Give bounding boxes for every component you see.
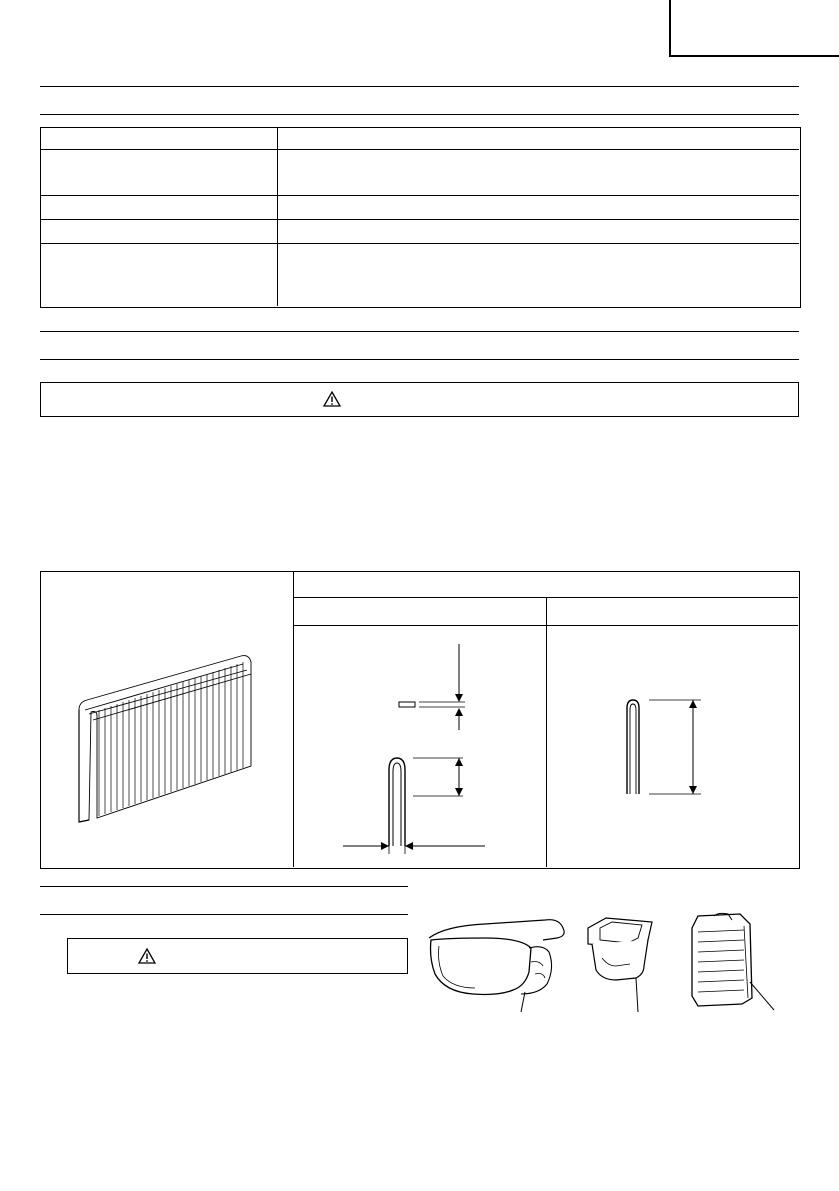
staple-strip <box>75 650 275 840</box>
section-rule-bottom <box>40 359 799 360</box>
staple-table-divider <box>293 572 294 867</box>
nose-cap <box>582 914 662 1014</box>
accessories-warning-box <box>67 938 408 974</box>
section-rule-bottom <box>40 114 799 115</box>
section-rule-bottom <box>40 914 408 915</box>
carrying-case <box>688 912 788 1012</box>
section-rule-top <box>40 886 408 887</box>
staple-table <box>40 571 800 869</box>
spec-row-divider <box>41 195 799 196</box>
warning-triangle-icon <box>323 391 341 407</box>
caution-banner <box>40 382 799 417</box>
spec-row-divider <box>41 243 799 244</box>
safety-glasses <box>425 912 570 1017</box>
spec-row-divider <box>41 149 799 150</box>
warning-triangle-icon <box>138 948 156 964</box>
page-corner-tab <box>669 0 839 57</box>
staple-cross-section <box>393 644 513 734</box>
staple-table-row-divider <box>293 597 798 598</box>
section-rule-top <box>40 86 799 87</box>
section-rule-top <box>40 331 799 332</box>
staple-table-divider <box>546 597 547 867</box>
staple-table-row-divider <box>293 625 798 626</box>
staple-leg-length <box>617 696 727 806</box>
staple-crown <box>339 754 499 864</box>
spec-table-divider <box>277 128 278 306</box>
spec-table <box>40 127 801 308</box>
spec-row-divider <box>41 219 799 220</box>
